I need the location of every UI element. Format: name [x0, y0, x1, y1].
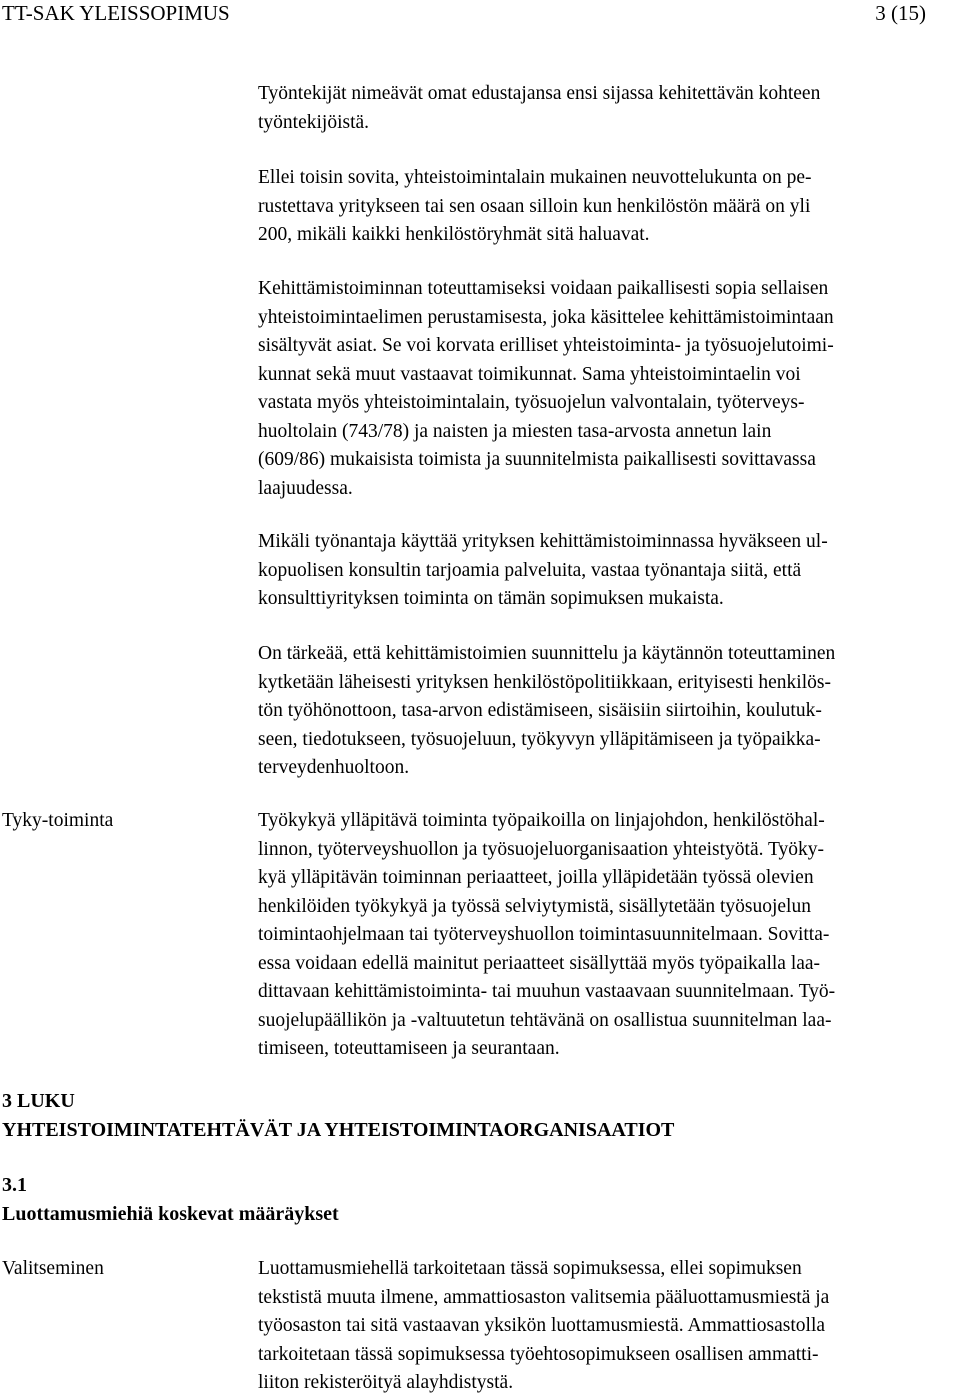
text-line: On tärkeää, että kehittämistoimien suunnittelu ja käytännön toteuttaminen [258, 643, 836, 664]
page-number: 3 (15) [875, 1, 926, 25]
paragraph-representatives [258, 80, 960, 137]
side-label-valitseminen: Valitseminen [2, 1258, 104, 1279]
paragraph-personnel-policy [258, 640, 960, 783]
paragraph-tyky [258, 807, 960, 1064]
text-line: kytketään läheisesti yrityksen henkilöstöpolitiikkaan, erityisesti henkilös- [258, 671, 831, 693]
document-title: TT-SAK YLEISSOPIMUS [2, 1, 230, 25]
text-line: sisältyvät asiat. Se voi korvata erilliset yhteistoiminta- ja työsuojelutoimi- [258, 335, 834, 356]
text-line: yhteistoimintaelimen perustamisesta, joka käsittelee kehittämistoimintaan [258, 306, 834, 328]
text-line: terveydenhuoltoon. [258, 757, 410, 778]
paragraph-cooperation-body [258, 275, 960, 503]
text-line: linnon, työterveyshuollon ja työsuojeluorganisaation yhteistyötä. Työky- [258, 838, 825, 860]
paragraph-shop-steward [258, 1255, 960, 1398]
text-line: kyä ylläpitävän toiminnan periaatteet, joilla ylläpidetään työssä olevien [258, 867, 814, 888]
chapter-title: YHTEISTOIMINTATEHTÄVÄT JA YHTEISTOIMINTAORGANISAATIOT [2, 1118, 675, 1141]
text-line: essa voidaan edellä mainitut periaatteet sisällyttää myös työpaikalla laa- [258, 952, 821, 974]
paragraph-negotiation-committee [258, 164, 960, 250]
text-line: tekstistä muuta ilmene, ammattiosaston valitsemia pääluottamusmiestä ja [258, 1286, 830, 1308]
text-line: Työkykyä ylläpitävä toiminta työpaikoilla on linjajohdon, henkilöstöhal- [258, 810, 825, 831]
text-line: henkilöiden työkykyä ja työssä selviytymistä, sisällytetään työsuojelun [258, 895, 811, 917]
text-line: rustettava yritykseen tai sen osaan silloin kun henkilöstön määrä on yli [258, 195, 811, 217]
text-line: seen, tiedotukseen, työsuojeluun, työkyvyn ylläpitämiseen ja työpaikka- [258, 728, 821, 750]
paragraph-consultant [258, 528, 960, 614]
section-heading [2, 1171, 339, 1228]
chapter-heading [2, 1087, 674, 1144]
text-line: dittavaan kehittämistoiminta- tai muuhun vastaavaan suunnitelmaan. Työ- [258, 981, 836, 1002]
text-line: (609/86) mukaisista toimista ja suunnitelmista paikallisesti sovittavassa [258, 449, 816, 470]
text-line: huoltolain (743/78) ja naisten ja miesten tasa-arvosta annetun lain [258, 420, 772, 442]
side-label-tyky: Tyky-toiminta [2, 810, 114, 831]
text-line: Työntekijät nimeävät omat edustajansa ensi sijassa kehitettävän kohteen [258, 83, 821, 104]
text-line: 200, mikäli kaikki henkilöstöryhmät sitä haluavat. [258, 224, 650, 245]
text-line: Mikäli työnantaja käyttää yrityksen kehittämistoiminnassa hyväkseen ul- [258, 531, 828, 552]
text-line: Luottamusmiehellä tarkoitetaan tässä sopimuksessa, ellei sopimuksen [258, 1258, 802, 1279]
text-line: tarkoitetaan tässä sopimuksessa työehtosopimukseen osallisen ammatti- [258, 1343, 819, 1365]
text-line: Ellei toisin sovita, yhteistoimintalain mukainen neuvottelukunta on pe- [258, 167, 812, 188]
text-line: vastata myös yhteistoimintalain, työsuojelun valvontalain, työterveys- [258, 392, 805, 413]
text-line: liiton rekisteröityä alayhdistystä. [258, 1372, 514, 1393]
text-line: tön työhönottoon, tasa-arvon edistämiseen, sisäisiin siirtoihin, koulutuk- [258, 700, 822, 721]
chapter-number: 3 LUKU [2, 1090, 75, 1112]
text-line: laajuudessa. [258, 477, 353, 499]
page-header [2, 0, 926, 26]
text-line: Kehittämistoiminnan toteuttamiseksi voidaan paikallisesti sopia sellaisen [258, 278, 829, 299]
text-line: työosaston tai sitä vastaavan yksikön luottamusmiestä. Ammattiosastolla [258, 1315, 826, 1336]
text-line: työntekijöistä. [258, 111, 370, 133]
text-line: timiseen, toteuttamiseen ja seurantaan. [258, 1038, 560, 1059]
text-line: suojelupäällikön ja -valtuutetun tehtävänä on osallistua suunnitelman laa- [258, 1009, 832, 1031]
text-line: konsulttiyrityksen toiminta on tämän sopimuksen mukaista. [258, 588, 724, 609]
text-line: toimintaohjelmaan tai työterveyshuollon toimintasuunnitelmaan. Sovitta- [258, 924, 830, 945]
section-title: Luottamusmiehiä koskevat määräykset [2, 1202, 339, 1225]
text-line: kopuolisen konsultin tarjoamia palveluita, vastaa työnantaja siitä, että [258, 559, 802, 581]
section-number: 3.1 [2, 1174, 27, 1196]
text-line: kunnat sekä muut vastaavat toimikunnat. Sama yhteistoimintaelin voi [258, 363, 801, 385]
